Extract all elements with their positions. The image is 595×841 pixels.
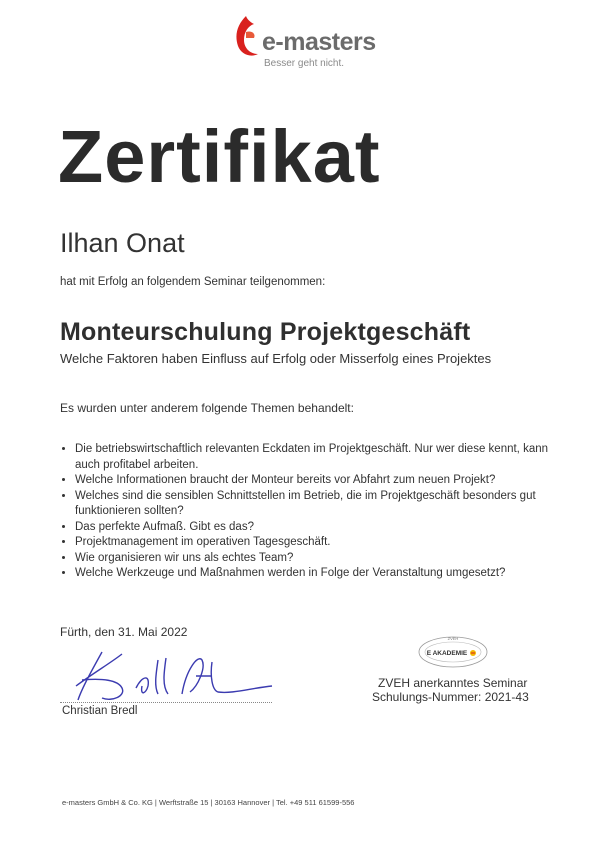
list-item: • Welche Werkzeuge und Maßnahmen werden in Folge der Veranstaltung umgesetzt? bbox=[75, 566, 565, 582]
brand-tagline: Besser geht nicht. bbox=[264, 58, 345, 69]
e-masters-logo-icon bbox=[232, 14, 260, 60]
list-item: • Die betriebswirtschaftlich relevanten Eckdaten im Projektgeschäft. Nur wer diese kennt, kann auch profitabel arbeiten. bbox=[75, 442, 565, 473]
certificate-title: Zertifikat bbox=[58, 115, 381, 198]
list-item: • Das perfekte Aufmaß. Gibt es das? bbox=[75, 520, 565, 536]
brand-name: e-masters bbox=[262, 28, 376, 56]
recipient-name: Ilhan Onat bbox=[60, 228, 185, 258]
list-item: • Welches sind die sensiblen Schnittstellen im Betrieb, die im Projektgeschäft besonders gut funktionieren sollten? bbox=[75, 489, 565, 520]
seal-ring-text: ZVEH bbox=[447, 636, 459, 641]
themes-intro: Es wurden unter anderem folgende Themen behandelt: bbox=[60, 401, 354, 415]
list-item: • Welche Informationen braucht der Monteur bereits vor Abfahrt zum neuen Projekt? bbox=[75, 473, 565, 489]
topics-list bbox=[60, 442, 565, 582]
seal-label: E AKADEMIE bbox=[426, 650, 468, 657]
e-akademie-seal bbox=[417, 634, 489, 670]
signature-line bbox=[60, 702, 272, 703]
signer-name: Christian Bredl bbox=[62, 705, 138, 717]
place-date: Fürth, den 31. Mai 2022 bbox=[60, 625, 188, 639]
footer-address: e-masters GmbH & Co. KG | Werftstraße 15 | 30163 Hannover | Tel. +49 511 61599-556 bbox=[62, 798, 355, 807]
list-item: • Projektmanagement im operativen Tagesgeschäft. bbox=[75, 535, 565, 551]
list-item: • Wie organisieren wir uns als echtes Team? bbox=[75, 551, 565, 567]
accreditation-line-2: Schulungs-Nummer: 2021-43 bbox=[372, 690, 529, 704]
seminar-subtitle: Welche Faktoren haben Einfluss auf Erfolg oder Misserfolg eines Projektes bbox=[60, 351, 492, 366]
intro-text: hat mit Erfolg an folgendem Seminar teilgenommen: bbox=[60, 276, 326, 288]
handwritten-signature bbox=[62, 640, 282, 710]
accreditation-line-1: ZVEH anerkanntes Seminar bbox=[378, 676, 528, 690]
seminar-title: Monteurschulung Projektgeschäft bbox=[60, 318, 471, 346]
